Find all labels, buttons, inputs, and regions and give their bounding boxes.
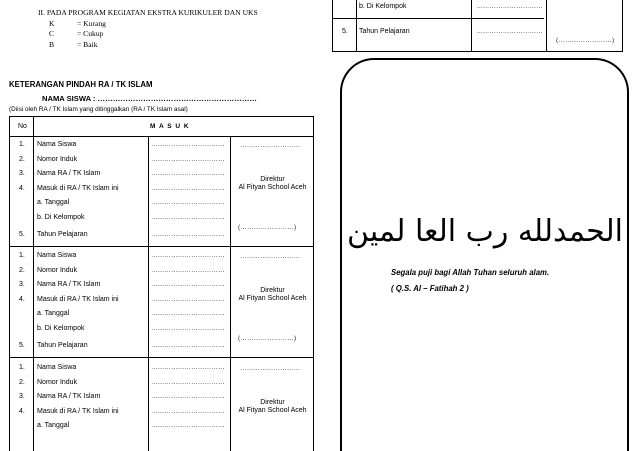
row-no: 5.: [19, 342, 25, 349]
school-name: Al Fityan School Aceh: [238, 184, 307, 191]
row-dots: ……………………………: [151, 231, 225, 238]
row-dots: ……………………………: [151, 252, 225, 259]
row-dots: ……………………………: [151, 407, 225, 415]
row-label: Nama Siswa: [37, 252, 77, 259]
legend-heading: II. PADA PROGRAM KEGIATAN EKSTRA KURIKULER DAN UKS: [38, 8, 258, 17]
signature-dots: ………………………: [240, 253, 301, 260]
row-no: 4.: [19, 295, 25, 303]
row-label: Masuk di RA / TK Islam ini: [37, 407, 119, 415]
legend-value: = Cukup: [77, 29, 104, 38]
school-name: Al Fityan School Aceh: [238, 407, 307, 414]
legend-rows: [38, 19, 258, 51]
row-label: b. Di Kelompok: [37, 324, 85, 332]
direktur-label: Direktur: [260, 176, 285, 183]
row-label: Nomor Induk: [37, 155, 78, 163]
row-no: 2.: [19, 155, 25, 163]
header-no: No: [18, 123, 27, 130]
row-dots: ……………………………: [151, 141, 225, 148]
col-divider: [148, 136, 149, 451]
row-dots: ……………………………: [151, 213, 225, 221]
row-dots: ……………………………: [151, 295, 225, 303]
row-no: 3.: [19, 393, 25, 400]
quote-box: [340, 58, 629, 451]
row-dots: ……………………………: [151, 199, 225, 206]
row-no: 1.: [19, 252, 25, 259]
arabic-hamdalah: الحمدلله رب العا لمين: [347, 214, 623, 249]
rt-row2-dots: …………………………: [476, 28, 543, 35]
diisi-note: (Diisi oleh RA / TK Islam yang ditinggalkan (RA / TK Islam asal): [9, 106, 188, 113]
row-label: b. Di Kelompok: [37, 213, 85, 221]
row-label: Nama RA / TK Islam: [37, 393, 101, 400]
legend-key: K: [49, 18, 55, 28]
keterangan-title: KETERANGAN PINDAH RA / TK ISLAM: [9, 80, 153, 89]
legend-value: = Kurang: [77, 18, 106, 28]
col-divider: [33, 117, 34, 451]
rt-row2-label: Tahun Pelajaran: [359, 28, 410, 35]
row-label: Tahun Pelajaran: [37, 231, 88, 238]
legend-key: C: [49, 29, 55, 38]
school-name: Al Fityan School Aceh: [238, 295, 307, 302]
block-divider: [10, 246, 313, 247]
header-masuk: M A S U K: [150, 123, 190, 130]
row-label: a. Tanggal: [37, 422, 70, 429]
row-dots: ……………………………: [151, 310, 225, 317]
legend-key: B: [49, 39, 55, 49]
row-no: 3.: [19, 281, 25, 288]
rt-row1-dots: …………………………: [476, 3, 543, 10]
row-dots: ……………………………: [151, 155, 225, 163]
right-continuation-table: [332, 0, 623, 52]
signature-dots: ………………………: [240, 365, 301, 372]
legend-row: [38, 29, 258, 40]
row-no: 1.: [19, 141, 25, 148]
row-dots: ……………………………: [151, 364, 225, 371]
row-dots: ……………………………: [151, 266, 225, 274]
row-label: Nama Siswa: [37, 364, 77, 371]
row-label: a. Tanggal: [37, 310, 70, 317]
quote-translation: Segala puji bagi Allah Tuhan seluruh alam.: [391, 268, 550, 277]
row-no: 2.: [19, 378, 25, 386]
row-no: 4.: [19, 184, 25, 192]
row-label: Nama RA / TK Islam: [37, 281, 101, 288]
row-label: Nama RA / TK Islam: [37, 170, 101, 177]
signature-dots: ………………………: [240, 142, 301, 149]
row-label: Masuk di RA / TK Islam ini: [37, 295, 119, 303]
row-dots: ……………………………: [151, 324, 225, 332]
row-label: a. Tanggal: [37, 199, 70, 206]
quote-reference: ( Q.S. Al – Fatihah 2 ): [391, 284, 469, 293]
row-dots: ……………………………: [151, 184, 225, 192]
row-dots: ……………………………: [151, 393, 225, 400]
row-label: Tahun Pelajaran: [37, 342, 88, 349]
row-no: 5.: [19, 231, 25, 238]
legend-row: [38, 19, 258, 30]
legend-row: [38, 40, 258, 51]
rt-paren-dots: (……………………): [556, 37, 615, 44]
row-dots: ……………………………: [151, 342, 225, 349]
row-label: Masuk di RA / TK Islam ini: [37, 184, 119, 192]
rt-row1-label: b. Di Kelompok: [359, 3, 407, 10]
row-dots: ……………………………: [151, 281, 225, 288]
row-dots: ……………………………: [151, 422, 225, 429]
legend-value: = Baik: [77, 39, 98, 49]
row-dots: ……………………………: [151, 170, 225, 177]
transfer-table: [9, 116, 314, 451]
header-divider: [10, 136, 313, 137]
signature-paren: (……………………): [238, 224, 297, 231]
row-no: 3.: [19, 170, 25, 177]
row-no: 4.: [19, 407, 25, 415]
direktur-label: Direktur: [260, 399, 285, 406]
legend: [38, 8, 258, 50]
direktur-label: Direktur: [260, 287, 285, 294]
row-no: 1.: [19, 364, 25, 371]
row-label: Nomor Induk: [37, 378, 78, 386]
row-no: 2.: [19, 266, 25, 274]
nama-siswa-line: NAMA SISWA : ………………………………………………………: [42, 94, 258, 103]
signature-paren: (……………………): [238, 335, 297, 342]
row-dots: ……………………………: [151, 378, 225, 386]
rt-row2-no: 5.: [342, 28, 348, 35]
row-label: Nama Siswa: [37, 141, 77, 148]
row-label: Nomor Induk: [37, 266, 78, 274]
block-divider: [10, 357, 313, 358]
